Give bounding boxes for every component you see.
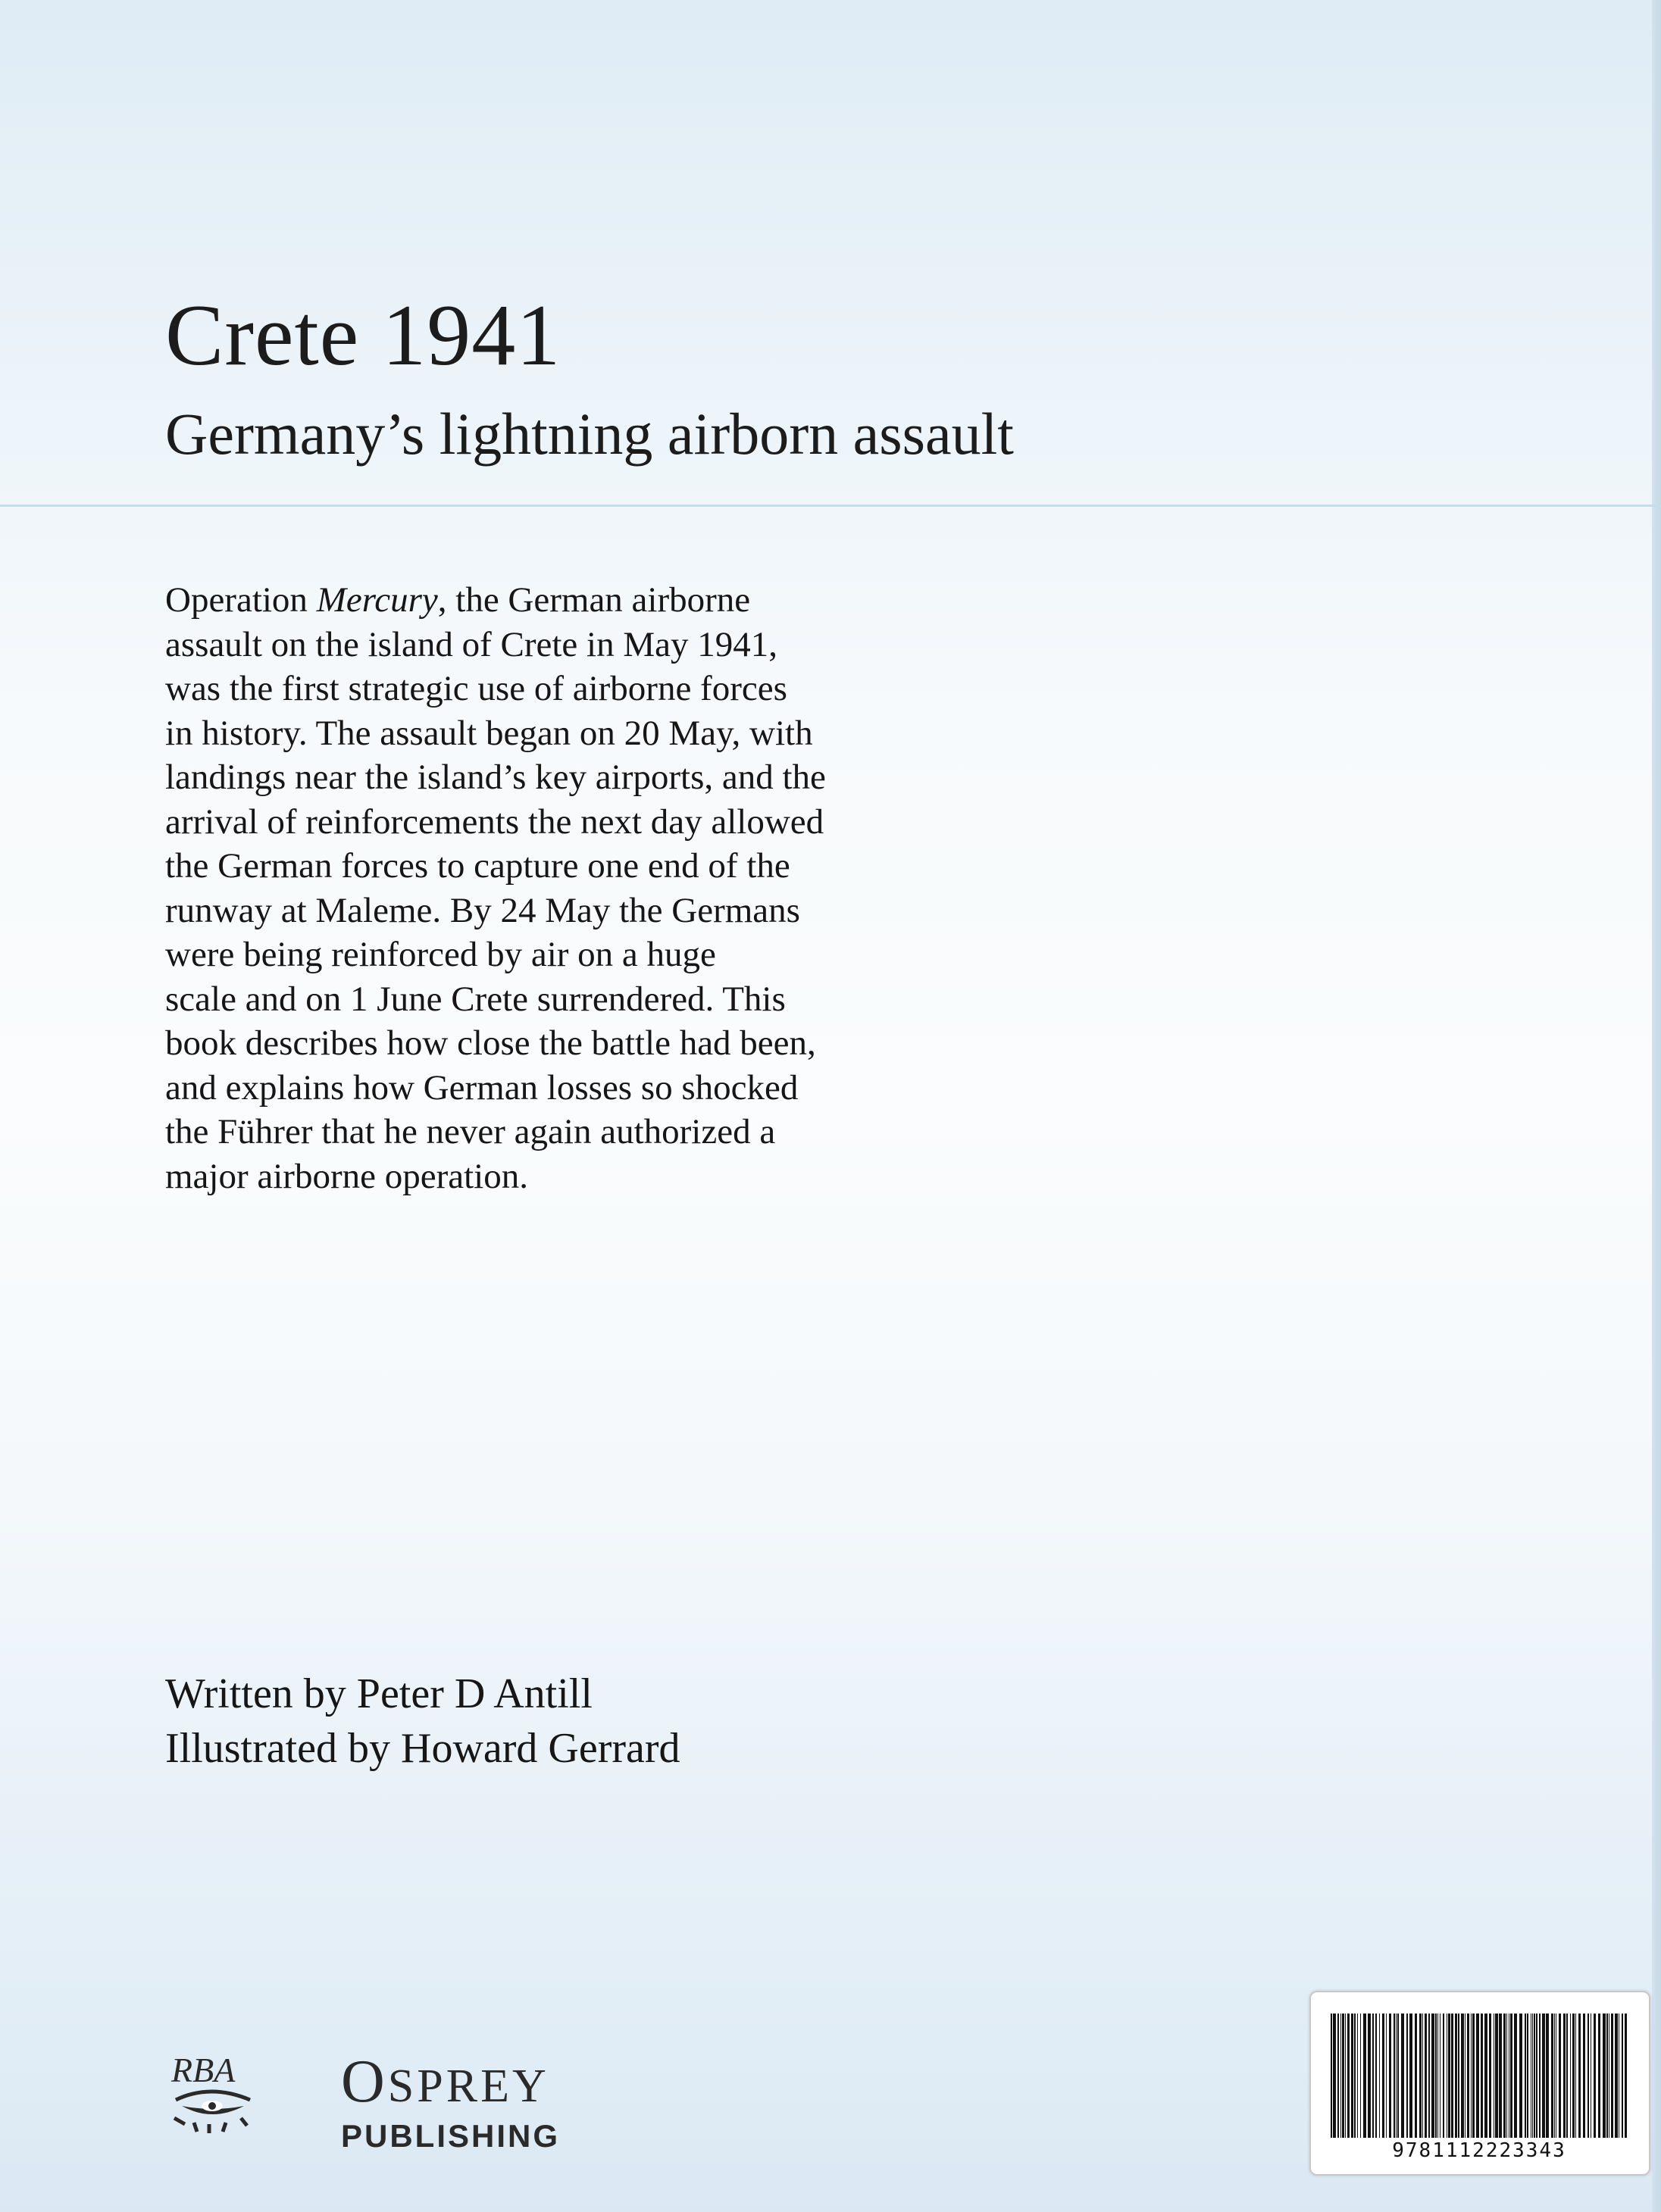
barcode-bar-76 [1578,2014,1581,2138]
barcode-bar-19 [1394,2014,1395,2138]
barcode-number: 9781112223343 [1392,2139,1566,2162]
barcode-bar-50 [1495,2014,1498,2138]
barcode-bar-63 [1536,2014,1537,2138]
barcode-bar-82 [1603,2014,1606,2138]
barcode-bar-66 [1546,2014,1549,2138]
barcode-bar-44 [1472,2014,1475,2138]
illustrator-credit: Illustrated by Howard Gerrard [165,1725,680,1772]
barcode-bar-88 [1622,2014,1623,2138]
barcode-bar-45 [1476,2014,1479,2138]
blurb-line: in history. The assault began on 20 May, with [165,713,813,753]
barcode-bar-77 [1583,2014,1585,2138]
blurb-line: runway at Maleme. By 24 May the Germans [165,890,800,930]
barcode-bar-10 [1360,2014,1361,2138]
osprey-wordmark [341,2048,591,2115]
barcode-bar-8 [1354,2014,1356,2138]
barcode-bar-47 [1484,2014,1487,2138]
barcode-bar-3 [1340,2014,1341,2138]
isbn-barcode [1309,1991,1650,2176]
rba-logo [165,2045,264,2136]
barcode-bar-65 [1542,2014,1545,2138]
blurb-line: were being reinforced by air on a huge [165,935,716,974]
operation-name: Mercury [316,580,438,620]
barcode-bar-22 [1401,2014,1404,2138]
barcode-bar-0 [1331,2014,1332,2138]
blurb-line: assault on the island of Crete in May 1941, [165,624,777,664]
barcode-bar-17 [1386,2014,1387,2138]
barcode-bar-24 [1409,2014,1412,2138]
barcode-bar-25 [1415,2014,1417,2138]
barcode-bar-46 [1481,2014,1483,2138]
barcode-bar-1 [1333,2014,1336,2138]
barcode-bar-36 [1448,2014,1450,2138]
barcode-bar-43 [1471,2014,1472,2138]
cover-right-edge [1652,0,1661,2212]
blurb-line: scale and on 1 June Crete surrendered. This [165,979,786,1019]
barcode-bar-18 [1389,2014,1391,2138]
barcode-bar-20 [1396,2014,1397,2138]
blurb-line: and explains how German losses so shocked [165,1067,799,1108]
barcode-bar-78 [1587,2014,1589,2138]
barcode-bar-55 [1510,2014,1512,2138]
barcode-bar-30 [1431,2014,1434,2138]
author-credit: Written by Peter D Antill [165,1670,593,1717]
barcode-bar-13 [1372,2014,1374,2138]
barcode-bar-85 [1611,2014,1613,2138]
barcode-bar-27 [1422,2014,1423,2138]
barcode-bar-5 [1345,2014,1346,2138]
blurb-line: the German forces to capture one end of the [165,846,790,886]
barcode-bar-15 [1379,2014,1380,2138]
barcode-bar-86 [1615,2014,1618,2138]
barcode-bar-32 [1437,2014,1438,2138]
barcode-bar-9 [1357,2014,1358,2138]
barcode-bar-81 [1598,2014,1600,2138]
barcode-bar-21 [1397,2014,1399,2138]
osprey-rest: SPREY [387,2060,549,2112]
barcode-bar-67 [1551,2014,1553,2138]
barcode-bar-4 [1342,2014,1344,2138]
barcode-bar-58 [1525,2014,1526,2138]
barcode-bar-74 [1572,2014,1575,2138]
book-title: Crete 1941 [165,287,561,384]
barcode-bar-38 [1455,2014,1457,2138]
barcode-bar-31 [1435,2014,1437,2138]
osprey-subtitle: PUBLISHING [341,2118,561,2154]
barcode-bar-23 [1406,2014,1408,2138]
blurb-line: major airborne operation. [165,1156,528,1196]
barcode-bar-53 [1506,2014,1507,2138]
barcode-bar-59 [1527,2014,1528,2138]
rba-logo-icon [165,2045,264,2136]
barcode-bar-73 [1570,2014,1571,2138]
blurb-line: arrival of reinforcements the next day allowed [165,801,824,842]
blurb-line: was the first strategic use of airborne forces [165,669,787,708]
barcode-bar-26 [1419,2014,1422,2138]
barcode-bar-7 [1351,2014,1353,2138]
barcode-bar-57 [1519,2014,1522,2138]
barcode-bar-52 [1503,2014,1506,2138]
title-band-divider [0,505,1661,507]
barcode-bar-2 [1337,2014,1339,2138]
barcode-bar-40 [1461,2014,1464,2138]
barcode-bar-6 [1347,2014,1350,2138]
barcode-bar-51 [1499,2014,1502,2138]
barcode-bar-70 [1559,2014,1561,2138]
barcode-bar-68 [1554,2014,1555,2138]
barcode-bar-28 [1425,2014,1427,2138]
blurb-line: Operation Mercury, the German airborne [165,580,751,620]
barcode-bar-83 [1606,2014,1608,2138]
barcode-bar-42 [1467,2014,1469,2138]
rba-logo-text: RBA [171,2051,236,2089]
barcode-bar-34 [1443,2014,1444,2138]
barcode-bar-14 [1375,2014,1377,2138]
credits [165,1667,680,1776]
barcode-bar-37 [1451,2014,1453,2138]
barcode-bar-71 [1563,2014,1566,2138]
osprey-publishing-logo [341,2048,591,2154]
barcode-bars [1328,2014,1631,2138]
barcode-bar-48 [1489,2014,1491,2138]
barcode-bar-61 [1532,2014,1533,2138]
osprey-initial: O [341,2048,388,2115]
barcode-bar-29 [1428,2014,1430,2138]
barcode-bar-12 [1368,2014,1371,2138]
blurb-line: landings near the island’s key airports, and the [165,758,826,797]
barcode-bar-39 [1458,2014,1459,2138]
barcode-bar-11 [1363,2014,1366,2138]
barcode-bar-72 [1566,2014,1568,2138]
blurb-line: book describes how close the battle had been, [165,1023,816,1063]
barcode-bar-89 [1625,2014,1627,2138]
barcode-bar-64 [1539,2014,1541,2138]
barcode-bar-16 [1382,2014,1384,2138]
barcode-bar-80 [1594,2014,1596,2138]
barcode-bar-62 [1534,2014,1535,2138]
barcode-bar-56 [1514,2014,1517,2138]
blurb-line: the Führer that he never again authorized a [165,1112,776,1151]
back-cover-blurb [165,578,908,1198]
book-subtitle: Germany’s lightning airborn assault [165,401,1014,467]
barcode-bar-75 [1575,2014,1576,2138]
